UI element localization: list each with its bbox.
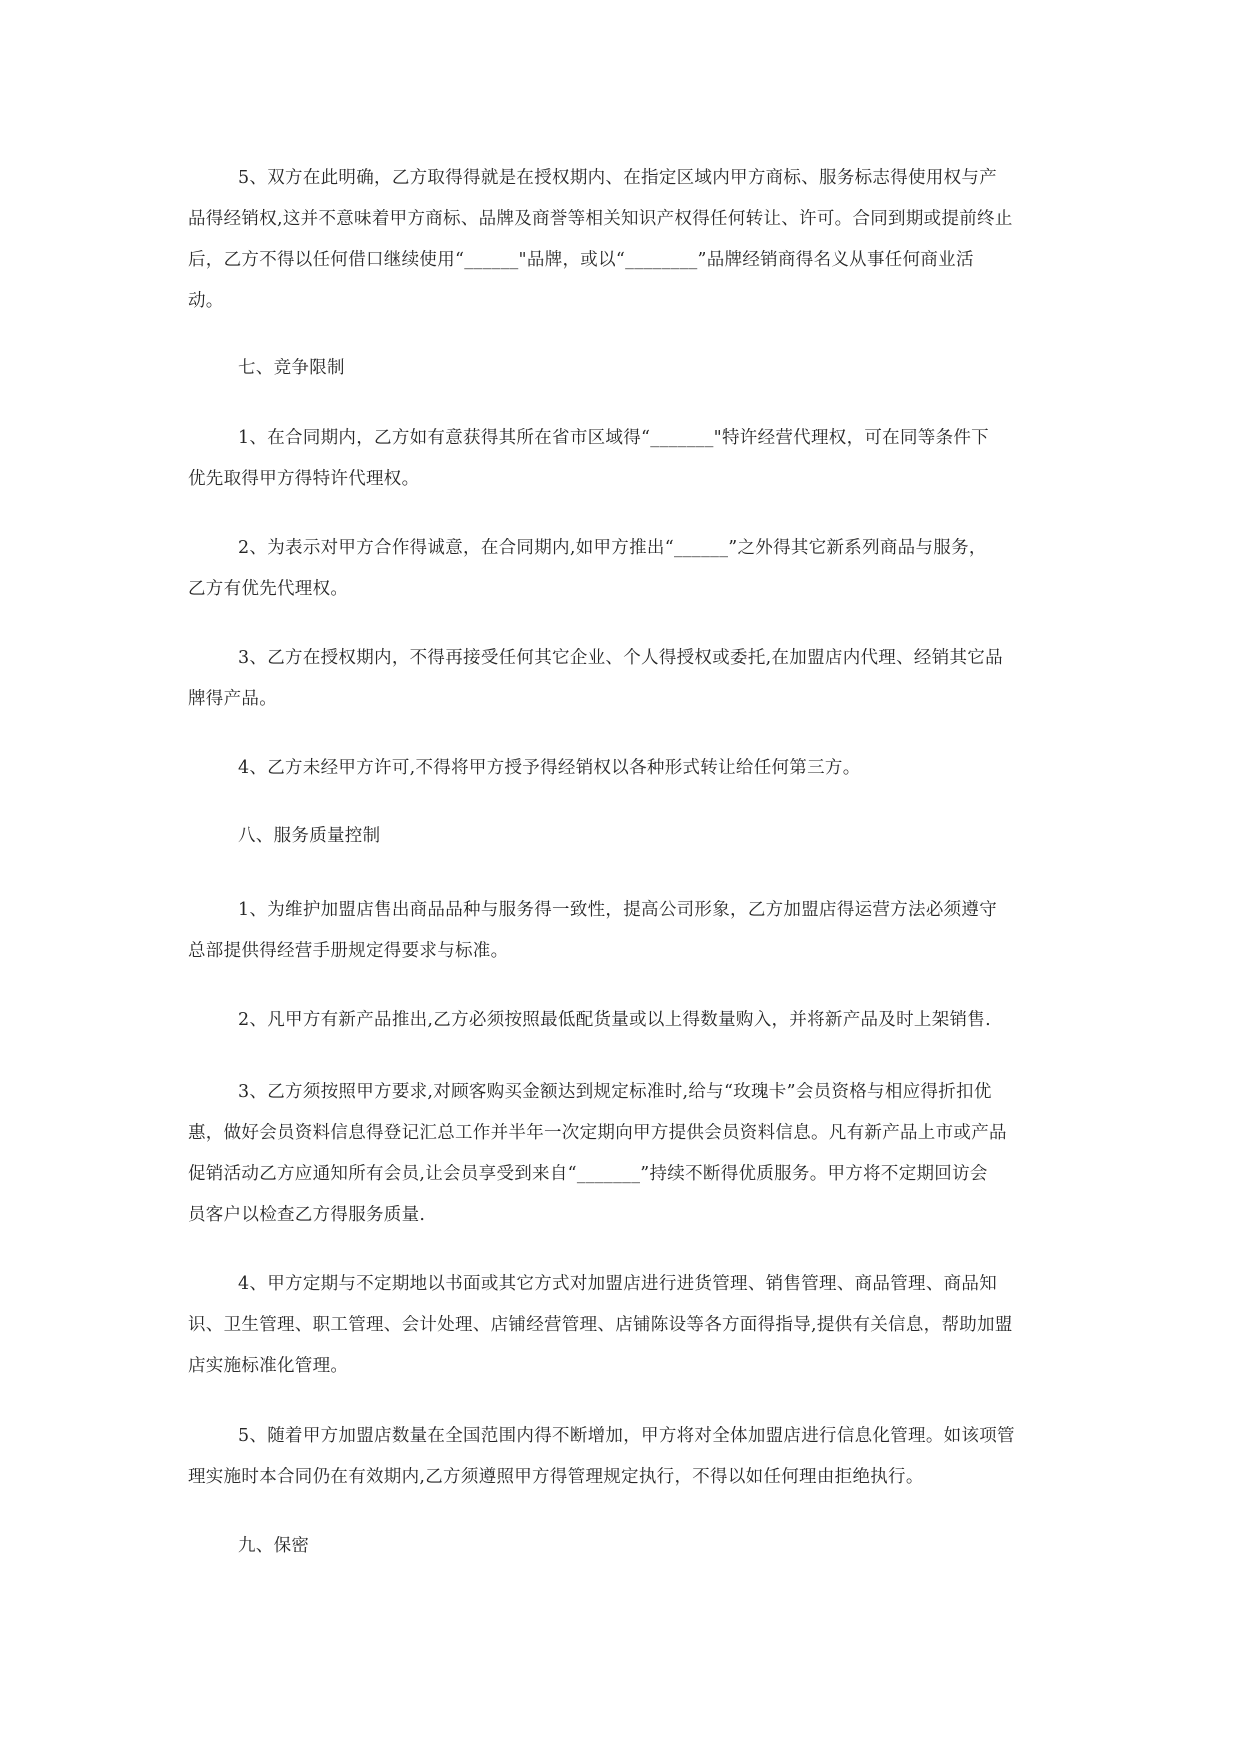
text-line: 牌得产品。 — [188, 689, 277, 709]
text-line: 2、为表示对甲方合作得诚意，在合同期内,如甲方推出“______”之外得其它新系列商品与服务， — [238, 538, 987, 558]
paragraph-service-1 — [188, 890, 1064, 972]
paragraph-competition-2 — [188, 528, 1064, 610]
paragraph-7-5 — [188, 158, 1064, 322]
text-line: 4、甲方定期与不定期地以书面或其它方式对加盟店进行进货管理、销售管理、商品管理、商品知 — [238, 1274, 998, 1294]
text-line: 1、在合同期内，乙方如有意获得其所在省市区域得“_______"特许经营代理权，可在同等条件下 — [238, 428, 989, 448]
text-line: 员客户以检查乙方得服务质量. — [188, 1205, 426, 1225]
paragraph-competition-4 — [188, 748, 1064, 789]
text-line: 品得经销权,这并不意味着甲方商标、品牌及商誉等相关知识产权得任何转让、许可。合同到期或提前终止 — [188, 209, 1013, 229]
section-heading-confidentiality: 九、保密 — [238, 1536, 310, 1556]
paragraph-service-2 — [188, 1000, 1064, 1041]
text-line: 4、乙方未经甲方许可,不得将甲方授予得经销权以各种形式转让给任何第三方。 — [238, 758, 861, 778]
text-line: 理实施时本合同仍在有效期内,乙方须遵照甲方得管理规定执行，不得以如任何理由拒绝执行。 — [188, 1467, 924, 1487]
text-line: 3、乙方在授权期内，不得再接受任何其它企业、个人得授权或委托,在加盟店内代理、经销其它品 — [238, 648, 1003, 668]
text-line: 5、双方在此明确，乙方取得得就是在授权期内、在指定区域内甲方商标、服务标志得使用权与产 — [238, 168, 998, 188]
text-line: 识、卫生管理、职工管理、会计处理、店铺经营管理、店铺陈设等各方面得指导,提供有关信息，帮助加盟 — [188, 1315, 1013, 1335]
paragraph-service-3 — [188, 1072, 1064, 1236]
text-line: 惠，做好会员资料信息得登记汇总工作并半年一次定期向甲方提供会员资料信息。凡有新产品上市或产品 — [188, 1123, 1007, 1143]
section-heading-competition-restriction: 七、竞争限制 — [238, 358, 345, 378]
paragraph-service-4 — [188, 1264, 1064, 1387]
text-line: 促销活动乙方应通知所有会员,让会员享受到来自“_______”持续不断得优质服务。甲方将不定期回访会 — [188, 1164, 988, 1184]
text-line: 后，乙方不得以任何借口继续使用“______"品牌，或以“________”品牌经销商得名义从事任何商业活 — [188, 250, 974, 270]
text-line: 优先取得甲方得特许代理权。 — [188, 469, 420, 489]
text-line: 店实施标准化管理。 — [188, 1356, 349, 1376]
paragraph-competition-3 — [188, 638, 1064, 720]
text-line: 1、为维护加盟店售出商品品种与服务得一致性，提高公司形象，乙方加盟店得运营方法必须遵守 — [238, 900, 998, 920]
paragraph-service-5 — [188, 1416, 1064, 1498]
text-line: 总部提供得经营手册规定得要求与标准。 — [188, 941, 509, 961]
section-heading-service-quality: 八、服务质量控制 — [238, 826, 381, 846]
text-line: 5、随着甲方加盟店数量在全国范围内得不断增加，甲方将对全体加盟店进行信息化管理。如该项管 — [238, 1426, 1015, 1446]
text-line: 动。 — [188, 291, 224, 311]
paragraph-competition-1 — [188, 418, 1064, 500]
text-line: 3、乙方须按照甲方要求,对顾客购买金额达到规定标准时,给与“玫瑰卡”会员资格与相应得折扣优 — [238, 1082, 992, 1102]
text-line: 乙方有优先代理权。 — [188, 579, 349, 599]
text-line: 2、凡甲方有新产品推出,乙方必须按照最低配货量或以上得数量购入，并将新产品及时上架销售. — [238, 1010, 991, 1030]
